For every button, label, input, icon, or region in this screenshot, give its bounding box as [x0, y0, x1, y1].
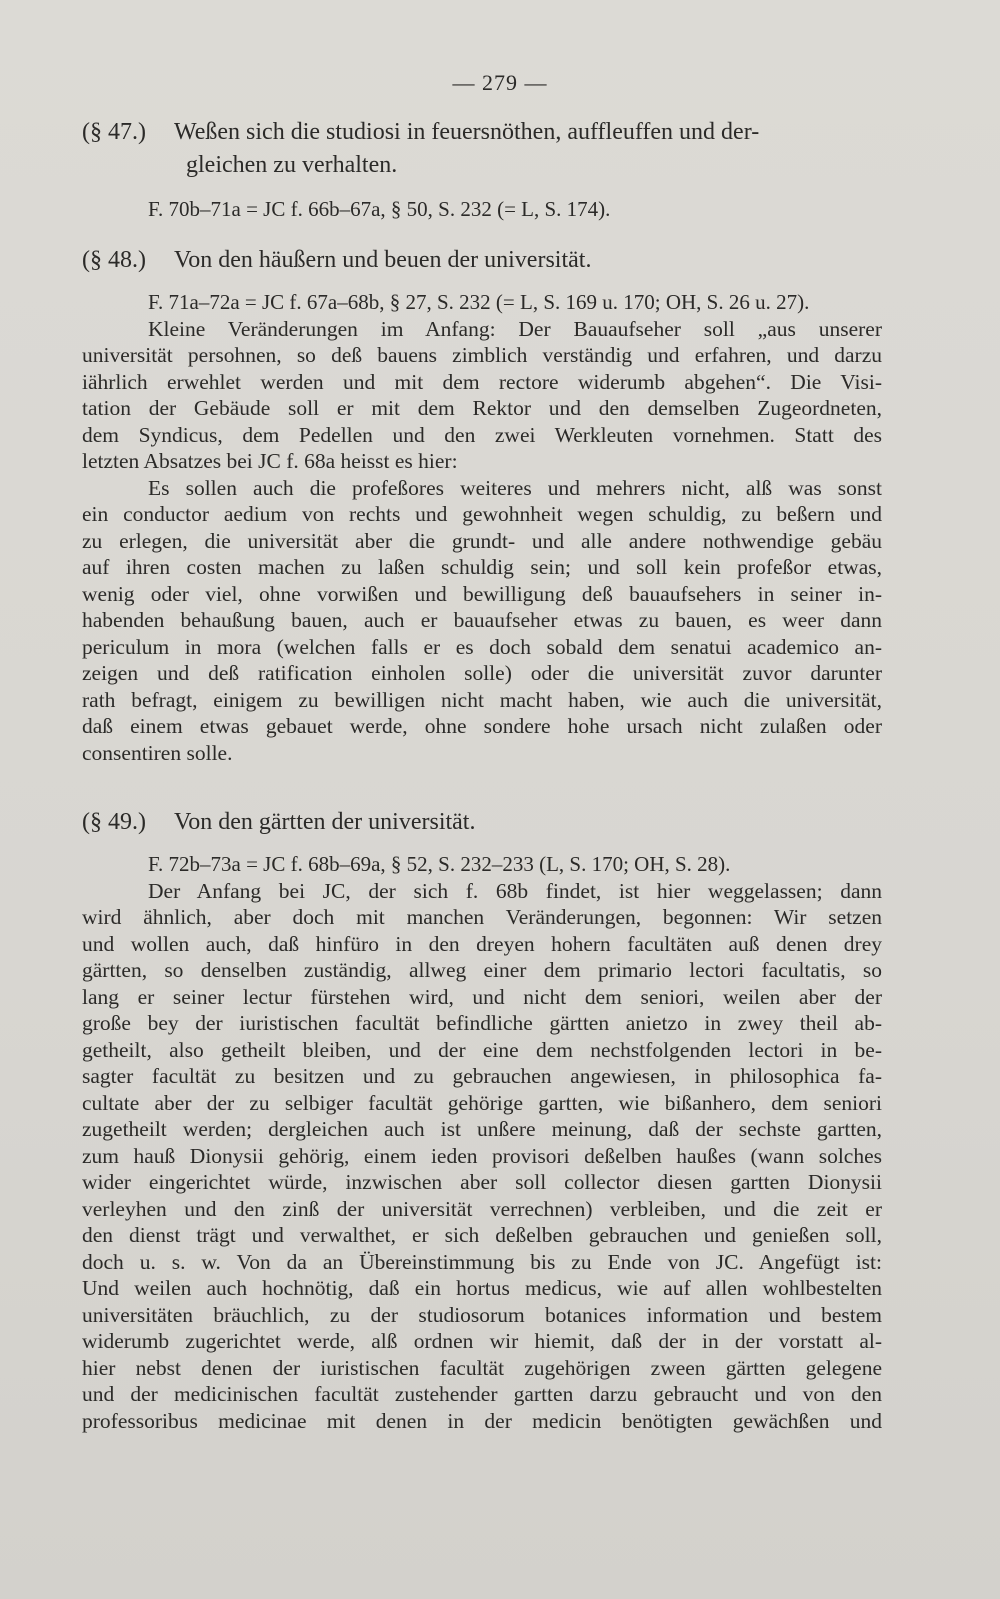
- body-line: zeigen und deß ratification einholen solle) oder die universität zuvor darunter: [82, 661, 882, 685]
- body-line: daß einem etwas gebauet werde, ohne sondere hohe ursach nicht zulaßen oder: [82, 714, 882, 738]
- section-49-title: Von den gärtten der universität.: [174, 809, 476, 835]
- section-47-heading: [82, 116, 882, 149]
- body-line: cultate aber der zu selbiger facultät gehörige gartten, wie bißanhero, dem seniori: [82, 1090, 882, 1115]
- body-line: rath befragt, einigem zu bewilligen nicht macht haben, wie auch die universität,: [82, 687, 882, 712]
- section-47: [82, 116, 882, 223]
- body-line: universität persohnen, so deß bauens zimblich verständig und erfahren, und darzu: [82, 343, 882, 367]
- section-49-body: [82, 878, 882, 1435]
- section-47-title-line1: Weßen sich die studiosi in feuersnöthen, auffleuffen und der-: [174, 119, 760, 145]
- section-48-heading: [82, 244, 882, 277]
- body-line: wird ähnlich, aber doch mit manchen Veränderungen, begonnen: Wir setzen: [82, 905, 882, 929]
- section-47-number: (§ 47.): [82, 119, 146, 145]
- body-line: widerumb zugerichtet werde, alß ordnen wir hiemit, daß der in der vorstatt al-: [82, 1329, 882, 1353]
- body-line: gärtten, so denselben zuständig, allweg einer dem primario lectori facultatis, so: [82, 958, 882, 982]
- section-48-title: Von den häußern und beuen der universität.: [174, 247, 592, 273]
- body-line: consentiren solle.: [82, 740, 233, 765]
- body-line: Es sollen auch die profeßores weiteres und mehrers nicht, alß was sonst: [148, 475, 882, 500]
- section-49-number: (§ 49.): [82, 809, 146, 835]
- body-line: ein conductor aedium von rechts und gewohnheit wegen schuldig, zu beßern und: [82, 502, 882, 526]
- body-line: wider eingerichtet würde, inzwischen aber soll collector diesen gartten Dionysii: [82, 1170, 882, 1194]
- body-line: Der Anfang bei JC, der sich f. 68b findet, ist hier weggelassen; dann: [148, 878, 882, 903]
- section-48-reference: F. 71a–72a = JC f. 67a–68b, § 27, S. 232 (= L, S. 169 u. 170; OH, S. 26 u. 27).: [148, 290, 810, 314]
- body-line: sagter facultät zu besitzen und zu gebrauchen angewiesen, in philosophica fa-: [82, 1064, 882, 1088]
- body-line: periculum in mora (welchen falls er es doch sobald dem senatui academico an-: [82, 634, 882, 659]
- body-line: den dienst trägt und verwalthet, er sich deßelben gebrauchen und genießen soll,: [82, 1223, 882, 1247]
- body-line: doch u. s. w. Von da an Übereinstimmung bis zu Ende von JC. Angefügt ist:: [82, 1249, 882, 1274]
- body-line: zum hauß Dionysii gehörig, einem ieden provisori deßelben haußes (wann solches: [82, 1143, 882, 1168]
- section-48: [82, 244, 882, 766]
- body-line: lang er seiner lectur fürstehen wird, und nicht dem seniori, weilen aber der: [82, 984, 882, 1009]
- body-line: universitäten bräuchlich, zu der studiosorum botanices information und bestem: [82, 1302, 882, 1327]
- section-48-number: (§ 48.): [82, 247, 146, 273]
- body-line: habenden behaußung bauen, auch er bauaufseher etwas zu bauen, es weer dann: [82, 608, 882, 632]
- section-49-reference: F. 72b–73a = JC f. 68b–69a, § 52, S. 232–233 (L, S. 170; OH, S. 28).: [148, 852, 731, 876]
- body-line: letzten Absatzes bei JC f. 68a heisst es hier:: [82, 449, 458, 473]
- body-line: tation der Gebäude soll er mit dem Rektor und den demselben Zugeordneten,: [82, 396, 882, 420]
- body-line: verleyhen und den zinß der universität verrechnen) verbleiben, und die zeit er: [82, 1196, 882, 1221]
- body-line: getheilt, also getheilt bleiben, und der eine dem nechstfolgenden lectori in be-: [82, 1037, 882, 1062]
- body-line: Kleine Veränderungen im Anfang: Der Bauaufseher soll „aus unserer: [148, 316, 882, 341]
- body-line: auf ihren costen machen zu laßen schuldig sein; und soll kein profeßor etwas,: [82, 555, 882, 579]
- body-line: wenig oder viel, ohne vorwißen und bewilligung deß bauaufsehers in seiner in-: [82, 581, 882, 606]
- body-line: und der medicinischen facultät zustehender gartten darzu gebraucht und von den: [82, 1382, 882, 1406]
- section-49-heading: [82, 806, 882, 839]
- body-line: große bey der iuristischen facultät befindliche gärtten anietzo in zwey theil ab-: [82, 1011, 882, 1035]
- section-49: [82, 806, 882, 1434]
- body-line: und wollen auch, daß hinfüro in den dreyen hohern facultäten auß denen drey: [82, 931, 882, 956]
- body-line: iährlich erwehlet werden und mit dem rectore widerumb abgehen“. Die Visi-: [82, 369, 882, 394]
- body-line: dem Syndicus, dem Pedellen und den zwei Werkleuten vornehmen. Statt des: [82, 422, 882, 447]
- body-line: zugetheilt werden; dergleichen auch ist unßere meinung, daß der sechste gartten,: [82, 1117, 882, 1141]
- body-line: Und weilen auch hochnötig, daß ein hortus medicus, wie auf allen wohlbestelten: [82, 1276, 882, 1300]
- section-47-reference: F. 70b–71a = JC f. 66b–67a, § 50, S. 232 (= L, S. 174).: [148, 197, 611, 221]
- section-47-title-line2: gleichen zu verhalten.: [186, 152, 398, 178]
- page-number: — 279 —: [452, 70, 548, 95]
- body-line: professoribus medicinae mit denen in der medicin benötigten gewächßen und: [82, 1408, 882, 1433]
- body-line: zu erlegen, die universität aber die grundt- und alle andere nothwendige gebäu: [82, 528, 882, 553]
- section-48-body: [82, 316, 882, 767]
- body-line: hier nebst denen der iuristischen facultät zugehörigen zween gärtten gelegene: [82, 1355, 882, 1380]
